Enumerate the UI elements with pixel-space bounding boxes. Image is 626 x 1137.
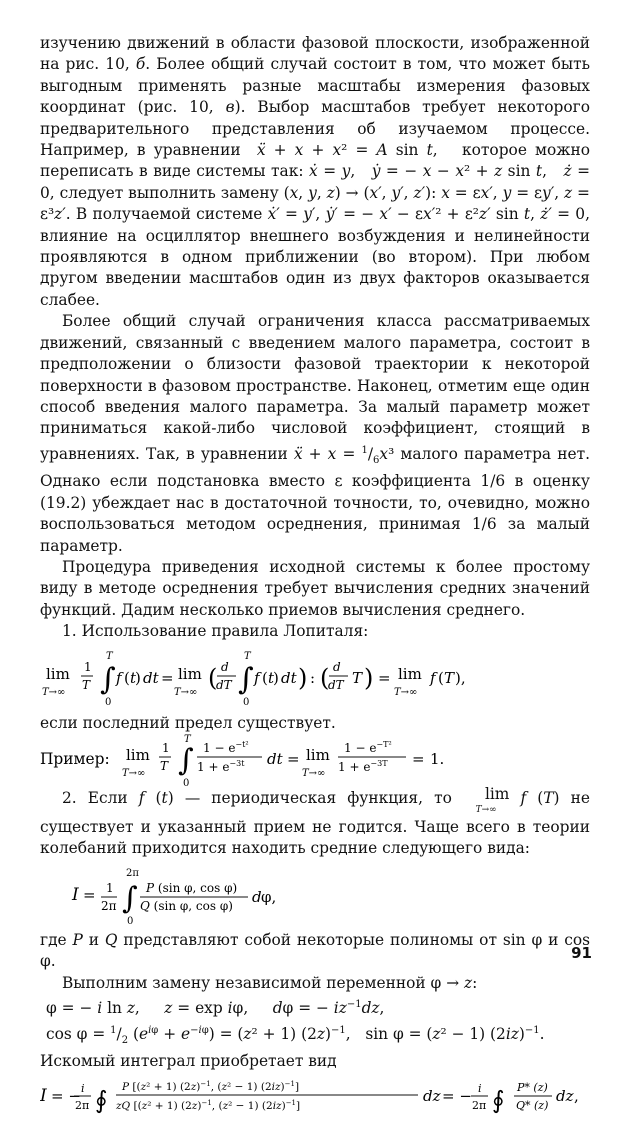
svg-text:),: ),	[455, 668, 466, 687]
svg-text:1 + e−3T: $1 + e^{-3T}$	[338, 758, 388, 774]
svg-text:(: (	[262, 668, 268, 687]
svg-text:lim: lim	[306, 745, 330, 764]
svg-text:i: i	[81, 1081, 85, 1095]
substitution-line-1: φ = − i ln z, z = exp iφ, dφ = − $iz^{-1}dz$,	[46, 999, 385, 1018]
svg-text:T→∞: T→∞	[42, 686, 66, 698]
svg-text:1: 1	[84, 659, 92, 674]
item-lhopital: 1. Использование правила Лопиталя:	[62, 622, 369, 641]
svg-text:dt: dt	[143, 668, 159, 687]
svg-text:I: I	[72, 884, 79, 905]
svg-text:t: t	[268, 668, 275, 687]
svg-text:P [(z² + 1) (2z)−1, (z² − 1) (: P [(z² + 1) $(2z)^{-1}$, (z² − 1) $(2iz)^{-1}$]	[122, 1079, 300, 1093]
svg-text:(: (	[320, 663, 330, 692]
svg-text:T: T	[160, 758, 169, 773]
svg-text:,: ,	[574, 1086, 579, 1105]
example-label: Пример:	[40, 749, 110, 768]
svg-text:2π: 2π	[126, 867, 139, 879]
svg-text:1 − e−T²: $1 - e^{-T^2}$	[344, 739, 392, 755]
svg-text:T: T	[352, 668, 363, 687]
equation-example	[40, 734, 590, 788]
page-number: 91	[571, 944, 592, 962]
page-body	[40, 33, 590, 1131]
svg-text:=: =	[287, 749, 300, 768]
svg-text:0: 0	[105, 696, 112, 708]
text-substitution: Выполним замену независимой переменной φ → z:	[62, 973, 478, 992]
svg-text:): )	[298, 663, 308, 692]
item-periodic: 2. Если f (t) — периодическая функция, то lim T→∞ f (T) не существует и указанный прием не годится. Чаще всего в теории колебаний приходится находить средние следующего вида:	[40, 784, 590, 858]
svg-text:dT: dT	[216, 677, 232, 692]
svg-text:Q (sin φ, cos φ): Q (sin φ, cos φ)	[140, 898, 233, 913]
paragraph-averaging: Процедура приведения исходной системы к более простому виду в методе осреднения требует вычисления средних значений функций. Дадим несколько приемов вычисления среднего.	[40, 557, 590, 619]
svg-text:I: I	[40, 1085, 47, 1106]
svg-text:T: T	[106, 650, 113, 662]
equation-contour-integral	[40, 1075, 590, 1131]
svg-text:=: =	[412, 749, 425, 768]
svg-text:dt: dt	[267, 749, 283, 768]
svg-text:): )	[135, 668, 141, 687]
svg-text:0: 0	[127, 915, 134, 927]
svg-text:f: f	[254, 668, 260, 687]
svg-text:φ,: φ,	[261, 887, 277, 906]
svg-text:2π: 2π	[75, 1098, 90, 1112]
svg-text:dz: dz	[556, 1086, 574, 1105]
svg-text::: :	[310, 668, 316, 687]
svg-text:T→∞: T→∞	[302, 767, 326, 779]
paragraph-small-parameter: Более общий случай ограничения класса рассматриваемых движений, связанный с введением малого параметра, состоит в предположении о близости фазовой траектории к некоторой поверхности в фазовом пространстве. Наконец, отметим еще один способ введения малого параметра. За малый параметр может приниматься какой-либо числовой коэффициент, стоящий в уравнениях. Так, в уравнении ẍ + $x = ^1/_6x^3$ малого параметра нет. Однако если подстановка вместо ε коэффициента 1/6 в оценку (19.2) убеждает нас в достаточной точности, то, очевидно, можно воспользоваться методом осреднения, принимая 1/6 за малый параметр.	[40, 312, 590, 555]
text-p-q-polynomials: где P и Q представляют собой некоторые полиномы от sin φ и cos φ.	[40, 930, 591, 971]
svg-text:lim: lim	[126, 745, 150, 764]
svg-text:∫: ∫	[178, 742, 194, 778]
svg-text:(: (	[208, 663, 218, 692]
svg-text:T: T	[184, 733, 191, 745]
substitution-line-2: $\cos \varphi = ^1/_2$ $(e^{i\varphi} + e^{-i\varphi}) = (z^2 + 1)$ $(2z)^{-1}$, sin φ = (z² − 1) $(2iz)^{-1}$.	[46, 1024, 545, 1046]
svg-text:0: 0	[183, 777, 190, 788]
svg-text:0: 0	[243, 696, 250, 708]
svg-text:zQ [(z² + 1) (2z)−1, (z² − 1): zQ [(z² + 1) $(2z)^{-1}$, (z² − 1) $(2iz)^{-1}$]	[116, 1098, 301, 1112]
paragraph-scaling: изучению движений в области фазовой плоскости, изображенной на рис. 10, б. Более общий случай состоит в том, что может быть выгодным применять разные масштабы измерения фазовых координат (рис. 10, в). Выбор масштабов требует некоторого предварительного представления об изучаемом процессе. Например, в уравнении ẍ + x + x² = A sin t, которое можно переписать в виде системы так: ẋ = y, ẏ = − x − x² + z sin t, ż = 0, следует выполнить замену (x, y, z) → (x′, y′, z′): x = εx′, y = εy′, z = ε³z′. В получаемой системе ẋ′ = y′, ẏ′ = − x′ − εx′² + ε²z′ sin t, ż′ = 0, влияние на осциллятор внешнего возбуждения и нелинейности проявляются в одном приближении (во втором). При любом другом введении масштабов один из двух факторов оказывается слабее.	[40, 34, 590, 309]
svg-text:f: f	[430, 668, 436, 687]
svg-text:T: T	[444, 668, 455, 687]
svg-text:T→∞: T→∞	[394, 686, 418, 698]
svg-text:T→∞: T→∞	[122, 767, 146, 779]
svg-text:= −: = −	[51, 1086, 81, 1105]
svg-text:T: T	[244, 650, 251, 662]
svg-text:∮: ∮	[95, 1085, 108, 1114]
svg-text:d: d	[221, 659, 229, 674]
svg-text:T→∞: T→∞	[174, 686, 198, 698]
svg-text:f: f	[116, 668, 122, 687]
svg-text:1: 1	[106, 880, 114, 895]
svg-text:T: T	[82, 677, 91, 692]
svg-text:lim: lim	[46, 664, 70, 683]
svg-text:lim: lim	[398, 664, 422, 683]
equation-lhopital	[40, 645, 590, 713]
svg-text:d: d	[252, 887, 262, 906]
svg-text:1 − e−t²: $1 - e^{-t^2}$	[203, 739, 249, 755]
svg-text:dt: dt	[281, 668, 297, 687]
svg-text:lim: lim	[178, 664, 202, 683]
text-if-limit-exists: если последний предел существует.	[40, 713, 336, 732]
svg-text:(: (	[124, 668, 130, 687]
svg-text:i: i	[478, 1081, 482, 1095]
text-integral-takes-form: Искомый интеграл приобретает вид	[40, 1052, 337, 1071]
svg-text:(: (	[438, 668, 444, 687]
svg-text:): )	[273, 668, 279, 687]
svg-text:Q* (z): Q* (z)	[516, 1098, 549, 1112]
svg-text:P (sin φ, cos φ): P (sin φ, cos φ)	[146, 880, 238, 895]
svg-text:∫: ∫	[122, 880, 138, 916]
svg-text:2π: 2π	[101, 898, 117, 913]
svg-text:1 + e−3t: $1 + e^{-3t}$	[197, 758, 245, 774]
svg-text:2π: 2π	[472, 1098, 487, 1112]
svg-text:∫: ∫	[238, 661, 254, 697]
svg-text:= −: = −	[442, 1086, 472, 1105]
svg-text:dT: dT	[328, 677, 344, 692]
svg-text:∮: ∮	[492, 1085, 505, 1114]
svg-text:t: t	[130, 668, 137, 687]
svg-text:1: 1	[162, 740, 170, 755]
svg-text:∫: ∫	[100, 661, 116, 697]
svg-text:P* (z): P* (z)	[517, 1080, 548, 1094]
svg-text:d: d	[333, 659, 341, 674]
svg-text:dz: dz	[423, 1086, 441, 1105]
svg-text:1.: 1.	[430, 749, 445, 768]
svg-text:=: =	[161, 668, 174, 687]
svg-text:): )	[364, 663, 374, 692]
equation-mean-integral	[40, 862, 590, 930]
svg-text:=: =	[83, 885, 96, 904]
svg-text:=: =	[378, 668, 391, 687]
